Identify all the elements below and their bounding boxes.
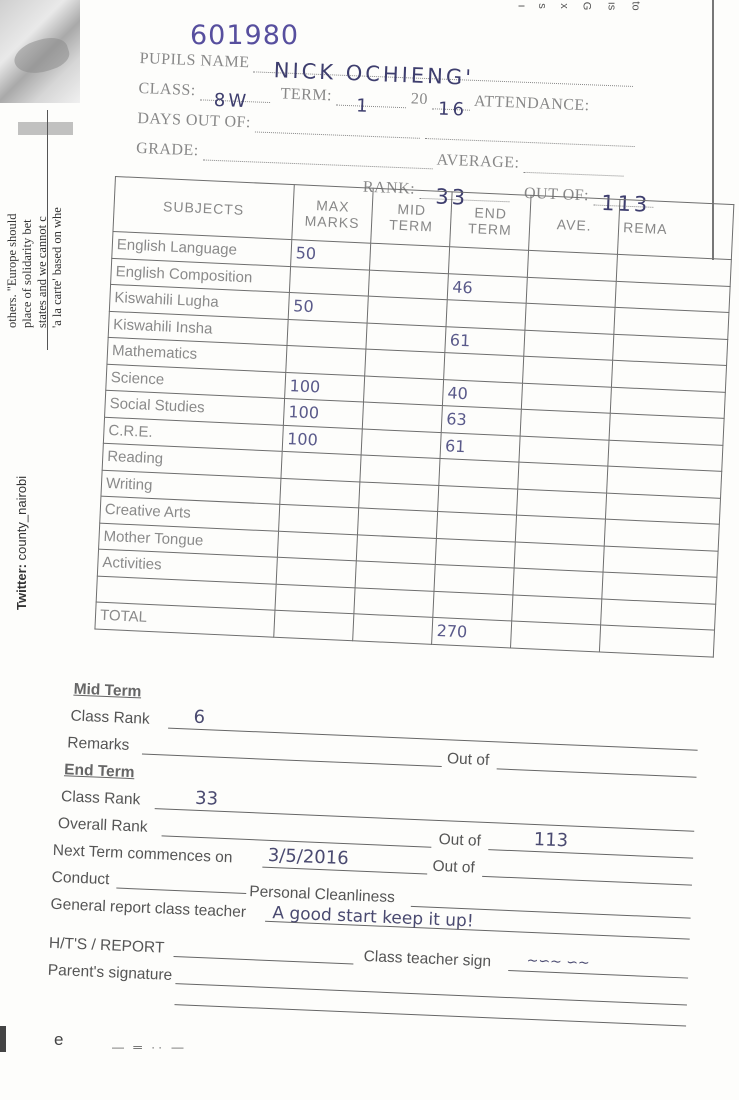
total-end: 270 xyxy=(432,617,512,647)
subject-cell: Science xyxy=(106,364,286,399)
clipping-line: others. "Europe should xyxy=(5,213,19,328)
max-marks-cell xyxy=(276,557,356,587)
class-label: CLASS: xyxy=(138,79,197,100)
subject-cell: Mother Tongue xyxy=(99,523,279,558)
year-line xyxy=(432,98,470,121)
max-marks-cell: 50 xyxy=(288,293,368,323)
days-label: DAYS OUT OF: xyxy=(137,109,252,132)
end-term-cell xyxy=(435,538,515,568)
general-report-value: A good start keep it up! xyxy=(272,903,475,932)
remarks-label: Remarks xyxy=(67,734,130,754)
end-term-cell: 61 xyxy=(445,326,525,356)
max-marks-cell xyxy=(279,504,359,534)
mid-term-cell xyxy=(368,270,448,300)
average-cell xyxy=(524,330,614,361)
grade-label: GRADE: xyxy=(135,139,200,160)
name-value: NICK OCHIENG' xyxy=(273,58,475,90)
term-value: 1 xyxy=(355,95,372,117)
mid-term-cell xyxy=(356,534,436,564)
parents-signature-label: Parent's signature xyxy=(47,961,173,984)
end-term-heading: End Term xyxy=(63,761,135,782)
top-right-fragments: ı s x G ıs to xyxy=(515,1,642,11)
grade-line xyxy=(203,159,433,169)
rank-label: RANK: xyxy=(362,178,416,198)
conduct-label: Conduct xyxy=(51,868,110,889)
average-cell xyxy=(514,542,604,573)
max-marks-cell: 100 xyxy=(285,372,365,402)
max-marks-cell xyxy=(280,478,360,508)
twitter-handle: county_nairobi xyxy=(14,475,29,561)
handwritten-code: 601980 xyxy=(190,20,300,51)
col-mid-term: MID TERM xyxy=(371,188,452,247)
average-cell xyxy=(521,383,611,414)
end-term-cell: 63 xyxy=(441,406,521,436)
average-cell xyxy=(515,515,605,546)
subject-cell: C.R.E. xyxy=(103,417,283,452)
conduct-line xyxy=(116,888,246,894)
mid-term-cell xyxy=(354,587,434,617)
average-cell xyxy=(520,409,610,440)
clipping-text xyxy=(5,148,65,328)
left-edge-mark xyxy=(0,1026,6,1052)
overall-out-of-line xyxy=(488,849,693,859)
attendance-line xyxy=(424,138,634,147)
subject-cell: English Language xyxy=(112,231,292,266)
mid-term-cell xyxy=(366,323,446,353)
mid-term-cell xyxy=(357,508,437,538)
subject-cell: Reading xyxy=(102,443,282,478)
end-term-cell xyxy=(436,511,516,541)
clipping-bar xyxy=(18,122,73,135)
remarks-out-of-label: Out of xyxy=(446,750,490,770)
average-cell xyxy=(523,356,613,387)
max-marks-cell xyxy=(289,266,369,296)
attendance-label: ATTENDANCE: xyxy=(473,92,590,115)
clipping-line: states and we cannot c xyxy=(35,216,49,328)
report-footer xyxy=(46,680,719,1043)
out-of-value: 113 xyxy=(600,190,651,217)
end-term-cell xyxy=(448,247,528,277)
cleanliness-label: Personal Cleanliness xyxy=(248,883,396,907)
end-term-cell: 40 xyxy=(442,379,522,409)
overall-out-of-label: Out of xyxy=(438,831,482,850)
max-marks-cell: 50 xyxy=(291,240,371,270)
subject-cell: Mathematics xyxy=(107,337,287,372)
max-marks-cell xyxy=(281,451,361,481)
mid-class-rank-value: 6 xyxy=(193,706,206,729)
average-cell xyxy=(519,436,609,467)
max-marks-cell xyxy=(287,319,367,349)
col-end-term: END TERM xyxy=(450,192,531,251)
class-teacher-signature: ~∽~ ∽~ xyxy=(526,952,591,972)
next-term-out-of-label: Out of xyxy=(432,857,476,877)
mid-term-cell xyxy=(355,561,435,591)
max-marks-cell xyxy=(286,345,366,375)
total-max xyxy=(274,610,354,640)
mid-term-cell xyxy=(370,243,450,273)
average-line xyxy=(524,172,624,177)
average-cell xyxy=(525,303,615,334)
average-cell xyxy=(527,250,617,281)
overall-out-of-value: 113 xyxy=(533,828,569,852)
term-label: TERM: xyxy=(280,85,333,105)
ht-report-line xyxy=(174,956,354,965)
ht-report-label: H/T'S / REPORT xyxy=(48,934,165,957)
total-ave xyxy=(511,621,601,652)
average-cell xyxy=(517,489,607,520)
class-value: 8W xyxy=(213,89,250,113)
col-average: AVE. xyxy=(529,195,620,254)
days-line xyxy=(255,131,420,138)
average-cell xyxy=(512,594,602,625)
mid-term-cell xyxy=(360,455,440,485)
next-term-value: 3/5/2016 xyxy=(267,844,350,870)
max-marks-cell xyxy=(277,531,357,561)
mid-term-cell xyxy=(359,481,439,511)
name-label: PUPILS NAME xyxy=(139,50,250,72)
remarks-out-of-line xyxy=(497,768,697,777)
bottom-marks: — ═ ·· — xyxy=(112,1040,187,1054)
mid-term-cell xyxy=(361,428,441,458)
mid-term-cell xyxy=(362,402,442,432)
max-marks-cell: 100 xyxy=(282,425,362,455)
overall-rank-label: Overall Rank xyxy=(57,815,148,836)
max-marks-cell xyxy=(275,584,355,614)
subject-cell: Activities xyxy=(97,549,277,584)
subject-cell: Kiswahili Insha xyxy=(108,311,288,346)
col-subjects: SUBJECTS xyxy=(113,177,294,240)
twitter-credit xyxy=(14,440,36,610)
end-class-rank-value: 33 xyxy=(194,787,219,810)
general-report-label: General report class teacher xyxy=(50,895,247,921)
subject-cell: Creative Arts xyxy=(100,496,280,531)
mid-term-cell xyxy=(365,349,445,379)
subject-cell: Social Studies xyxy=(105,390,285,425)
marks-table xyxy=(94,176,734,657)
col-max-marks: MAX MARKS xyxy=(292,185,373,244)
class-teacher-sign-line xyxy=(508,970,688,979)
total-label: TOTAL xyxy=(95,602,275,637)
out-of-label: OUT OF: xyxy=(523,184,590,205)
end-term-cell xyxy=(433,591,513,621)
subject-cell: Kiswahili Lugha xyxy=(109,284,289,319)
subject-cell: Writing xyxy=(101,470,281,505)
next-term-out-of-line xyxy=(482,876,692,886)
end-term-cell xyxy=(439,459,519,489)
year-value: 16 xyxy=(437,98,468,121)
twitter-label: Twitter: xyxy=(14,564,29,610)
average-cell xyxy=(526,277,616,308)
average-cell xyxy=(518,462,608,493)
end-term-cell: 61 xyxy=(440,432,520,462)
end-class-rank-label: Class Rank xyxy=(60,788,141,809)
year-prefix: 20 xyxy=(410,90,429,109)
clipping-line: 'a la carte' based on whe xyxy=(50,207,64,328)
subject-cell: English Composition xyxy=(111,258,291,293)
edge-glyph: e xyxy=(54,1030,64,1049)
col-remarks: REMA xyxy=(617,199,733,259)
max-marks-cell: 100 xyxy=(283,398,363,428)
mid-term-heading: Mid Term xyxy=(73,680,142,701)
rank-value: 33 xyxy=(434,184,469,210)
term-line xyxy=(336,95,406,117)
end-term-cell xyxy=(444,353,524,383)
next-term-label: Next Term commences on xyxy=(52,841,233,867)
average-cell xyxy=(513,568,603,599)
end-term-cell xyxy=(438,485,518,515)
end-term-cell: 46 xyxy=(447,273,527,303)
remarks-line xyxy=(142,753,442,767)
class-teacher-sign-label: Class teacher sign xyxy=(363,947,492,971)
clipping-line: place of solidarity bet xyxy=(20,219,34,328)
mid-term-cell xyxy=(367,296,447,326)
end-term-cell xyxy=(434,564,514,594)
name-line xyxy=(254,58,634,90)
total-remarks xyxy=(599,625,714,657)
mid-class-rank-label: Class Rank xyxy=(70,707,151,728)
mid-term-cell xyxy=(364,376,444,406)
total-mid xyxy=(353,614,433,644)
class-line xyxy=(200,89,270,113)
end-term-cell xyxy=(446,300,526,330)
average-label: AVERAGE: xyxy=(436,151,520,172)
